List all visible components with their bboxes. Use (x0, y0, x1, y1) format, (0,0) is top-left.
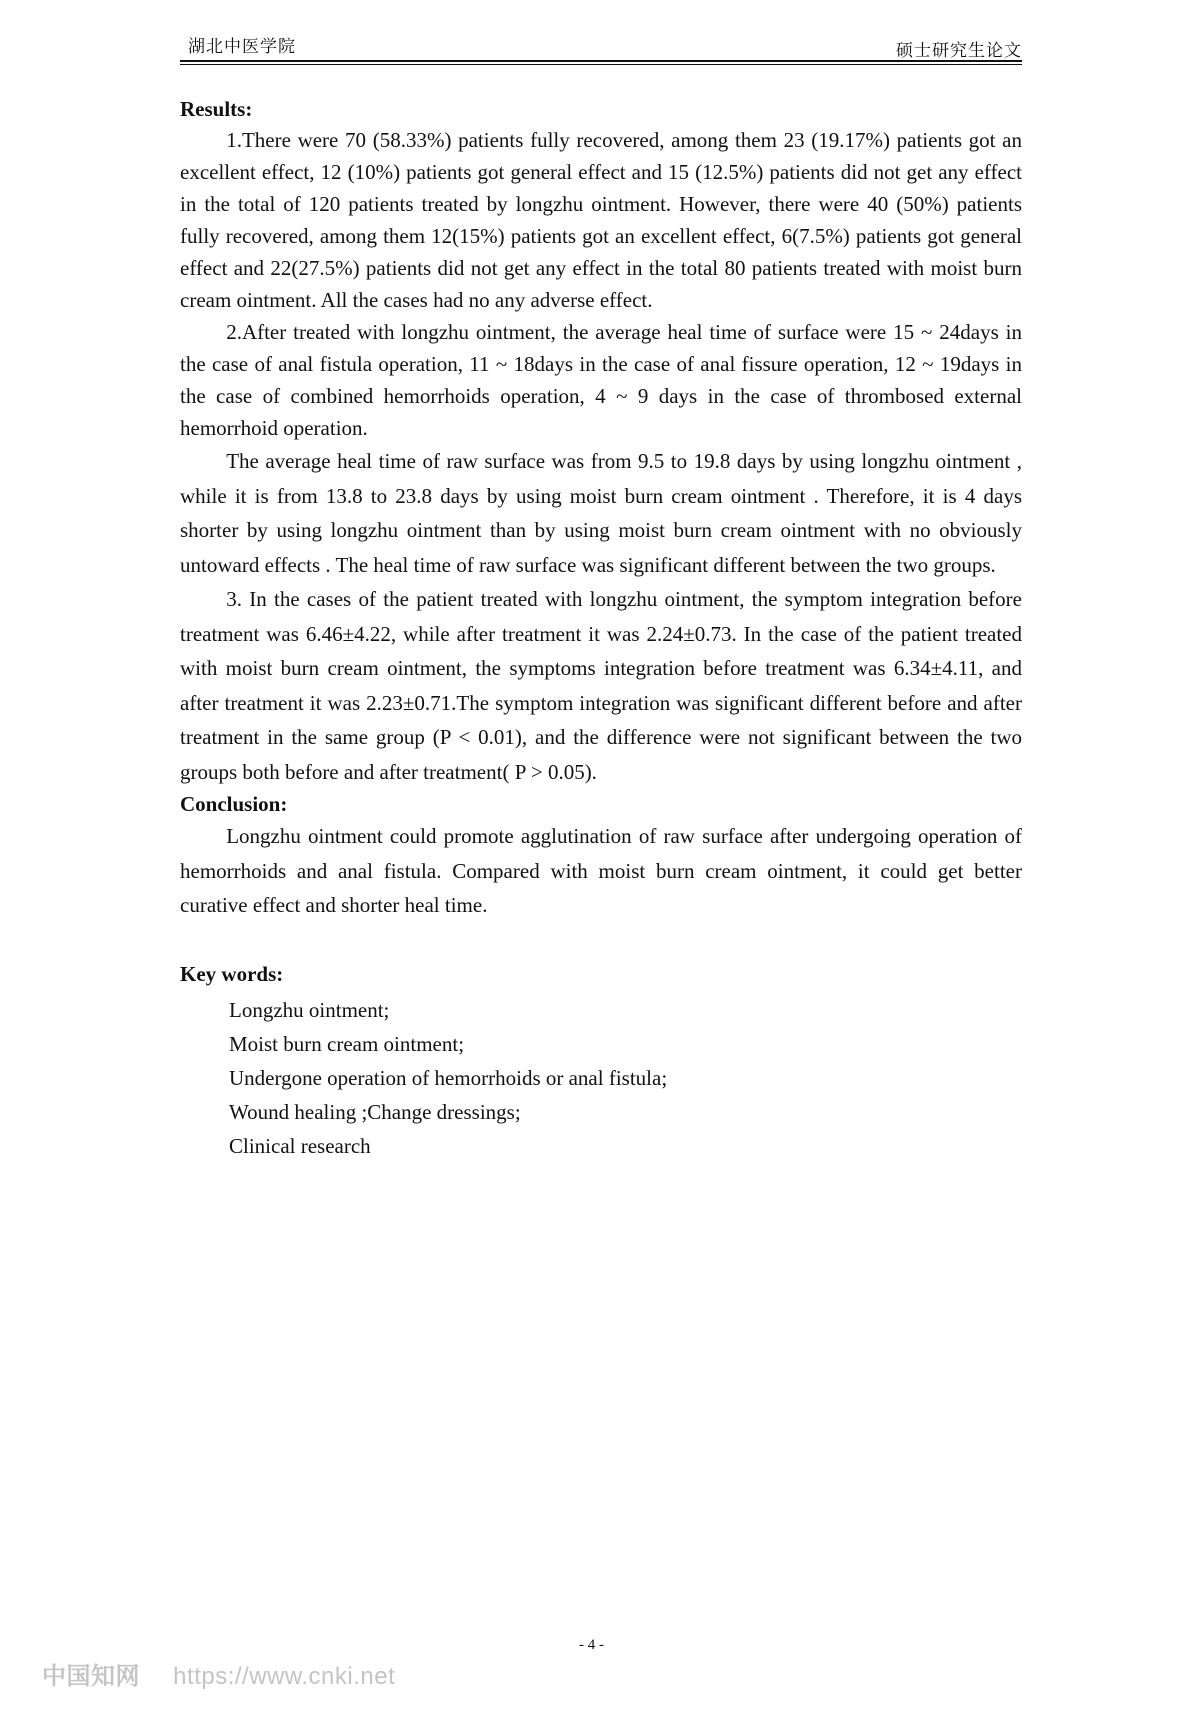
header-rule (180, 60, 1022, 62)
header-rule-secondary (180, 64, 1022, 65)
conclusion-paragraph: Longzhu ointment could promote agglutination of raw surface after undergoing operation of hemorrhoids and anal fistula. Compared with moist burn cream ointment, it could get better curative effect and shorter heal time. (180, 824, 1022, 917)
keyword-item: Wound healing ;Change dressings; (229, 1099, 521, 1124)
page-header (180, 32, 1022, 62)
keywords-list (180, 993, 1022, 1163)
header-institution: 湖北中医学院 (188, 37, 296, 56)
cnki-watermark (42, 1656, 395, 1691)
conclusion-heading: Conclusion: (180, 792, 288, 816)
results-heading: Results: (180, 97, 253, 121)
keyword-item: Undergone operation of hemorrhoids or anal fistula; (229, 1065, 668, 1090)
keyword-item: Clinical research (229, 1133, 371, 1158)
cnki-url: https://www.cnki.net (173, 1663, 396, 1690)
keyword-item: Moist burn cream ointment; (229, 1031, 465, 1056)
results-paragraph-2: 2.After treated with longzhu ointment, the average heal time of surface were 15 ~ 24days in the case of anal fistula operation, 11 ~ 18days in the case of anal fissure operation, 12 ~ 19days in the case of combined hemorrhoids operation, 4 ~ 9 days in the case of thrombosed external hemorrhoid operation. (180, 320, 1022, 440)
cnki-logo: 中国知网 (42, 1663, 140, 1690)
keywords-heading: Key words: (180, 961, 284, 986)
results-paragraph-1: 1.There were 70 (58.33%) patients fully recovered, among them 23 (19.17%) patients got an excellent effect, 12 (10%) patients got general effect and 15 (12.5%) patients did not get any effect in the total of 120 patients treated by longzhu ointment. However, there were 40 (50%) patients fully recovered, among them 12(15%) patients got an excellent effect, 6(7.5%) patients got general effect and 22(27.5%) patients did not get any effect in the total 80 patients treated with moist burn cream ointment. All the cases had no any adverse effect. (180, 128, 1022, 312)
keyword-item: Longzhu ointment; (229, 997, 390, 1022)
page-body (180, 94, 1022, 1163)
page-number: - 4 - (579, 1637, 604, 1653)
results-paragraph-4: 3. In the cases of the patient treated with longzhu ointment, the symptom integration before treatment was 6.46±4.22, while after treatment it was 2.24±0.73. In the case of the patient treated with moist burn cream ointment, the symptoms integration before treatment was 6.34±4.11, and after treatment it was 2.23±0.71.The symptom integration was significant different before and after treatment in the same group (P < 0.01), and the difference were not significant between the two groups both before and after treatment( P > 0.05). (180, 587, 1022, 784)
section-spacer (180, 923, 1022, 959)
header-thesis-type: 硕士研究生论文 (896, 41, 1022, 60)
results-paragraph-3: The average heal time of raw surface was from 9.5 to 19.8 days by using longzhu ointment , while it is from 13.8 to 23.8 days by using moist burn cream ointment . Therefore, it is 4 days shorter by using longzhu ointment than by using moist burn cream ointment with no obviously untoward effects . The heal time of raw surface was significant different between the two groups. (180, 449, 1022, 577)
